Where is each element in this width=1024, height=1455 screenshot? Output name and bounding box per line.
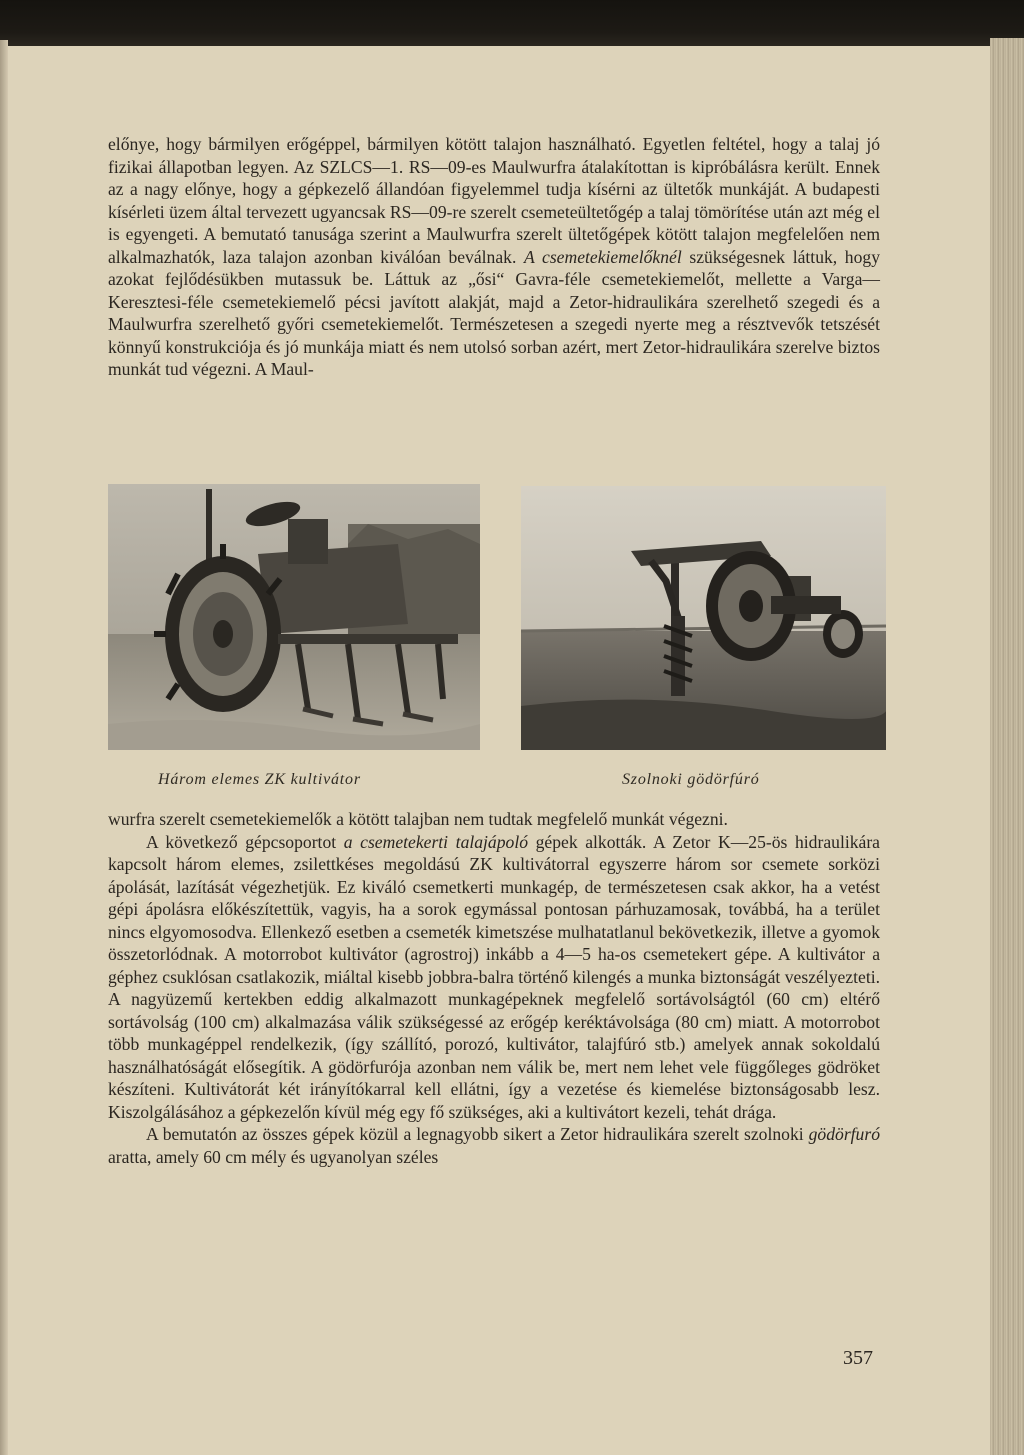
italic-phrase: a csemetekerti talajápoló <box>343 831 529 852</box>
paragraph-text: gépek alkották. A Zetor K—25-ös hidraulikára kapcsolt három elemes, zsilettkéses megoldású ZK kultivátorral egyszerre három sor csemete sorközi ápolását, lazítását végezhetjük. Ez kiváló csemetkerti munkagép, de természetesen csak akkor, ha a vetést gépi ápolásra előkészítettük, vagyis, ha a sorok egymással pontosan párhuzamosak, továbbá, ha a terület nincs elgyomosodva. Ellenkező esetben a csemeték kimetszése mulhatatlanul bekövetkezik, illetve a gyomok összetorlódnak. A motorrobot kultivátor (agrostroj) inkább a 4—5 ha-os csemetekert gépe. A kultivátor a géphez csuklósan csatlakozik, miáltal kisebb jobbra-balra történő kilengés a munka biztonságát veszélyezteti. A nagyüzemű kertekben eddig alkalmazott munkagépeknek megfelelő sortávolságtól (60 cm) eltérő sortávolság (100 cm) alkalmazása válik szükségessé az erőgép keréktávolsága (80 cm) miatt. A motorrobot több munkagéppel rendelkezik, (így szállító, porozó, kultivátor, talajfúró stb.) amelyek annak sokoldalú használhatóságát elősegítik. A gödörfurója azonban nem válik be, mert nem lehet vele függőleges gödröket készíteni. Kultivátorát két irányítókarral kell ellátni, így a vezetése és kiemelése biztonságosabb lesz. Kiszolgálásához a gépkezelőn kívül még egy fő szükséges, aki a kultivátort kezeli, tehát drága. <box>108 831 880 1122</box>
paragraph <box>108 133 880 381</box>
auger-photo-illustration <box>521 486 886 750</box>
photo-auger <box>521 486 886 750</box>
paragraph: wurfra szerelt csemetekiemelők a kötött talajban nem tudtak megfelelő munkát végezni. <box>108 809 728 829</box>
paragraph-text: szükségesnek láttuk, hogy azokat fejlődésükben mutassuk be. Láttuk az „ősi“ Gavra-féle csemetekiemelőt, mellette a Varga—Keresztesi-féle csemetekiemelő pécsi javított alakját, majd a Zetor-hidraulikára szerelhető szegedi és a Maulwurfra szerelhető győri csemetekiemelőt. Természetesen a szegedi nyerte meg a résztvevők tetszését könnyű konstrukciója és jó munkája miatt és nem utolsó sorban azért, mert Zetor-hidraulikára szerelve biztos munkát tud végezni. A Maul- <box>108 246 880 379</box>
photo-cultivator <box>108 484 480 750</box>
cultivator-photo-illustration <box>108 484 480 750</box>
page-left-edge <box>0 40 8 1455</box>
caption-cultivator: Három elemes ZK kultivátor <box>158 771 361 788</box>
paragraph <box>108 1123 880 1168</box>
paragraph-text: aratta, amely 60 cm mély és ugyanolyan széles <box>108 1146 439 1167</box>
paragraph <box>108 831 880 1124</box>
body-text-top <box>108 133 880 381</box>
caption-auger: Szolnoki gödörfúró <box>622 771 760 788</box>
paragraph-text: A következő gépcsoportot <box>146 831 337 852</box>
scan-top-shadow <box>0 0 1024 46</box>
paragraph-text: előnye, hogy bármilyen erőgéppel, bármilyen kötött talajon használható. Egyetlen feltétel, hogy a talaj jó fizikai állapotban legyen. Az SZLCS—1. RS—09-es Maulwurfra átalakítottan is kipróbálásra került. Ennek az a nagy előnye, hogy a gépkezelő állandóan figyelemmel tudja kísérni az ültetők munkáját. A budapesti kísérleti üzem által tervezett ugyancsak RS—09-re szerelt csemeteültetőgép a talaj tömörítése után azt még el is egyengeti. A bemutató tanusága szerint a Maulwurfra szerelt ültetőgépek kötött talajon megfelelően nem alkalmazhatók, laza talajon azonban kiválóan beválnak. <box>108 134 880 267</box>
page-stack-edge <box>990 38 1024 1455</box>
italic-phrase: A csemetekiemelőknél <box>523 246 682 267</box>
body-text-bottom <box>108 808 880 1168</box>
page-number: 357 <box>843 1347 873 1369</box>
paragraph-text: A bemutatón az összes gépek közül a legnagyobb sikert a Zetor hidraulikára szerelt szolnoki <box>146 1124 804 1144</box>
italic-phrase: gödörfuró <box>808 1124 880 1144</box>
